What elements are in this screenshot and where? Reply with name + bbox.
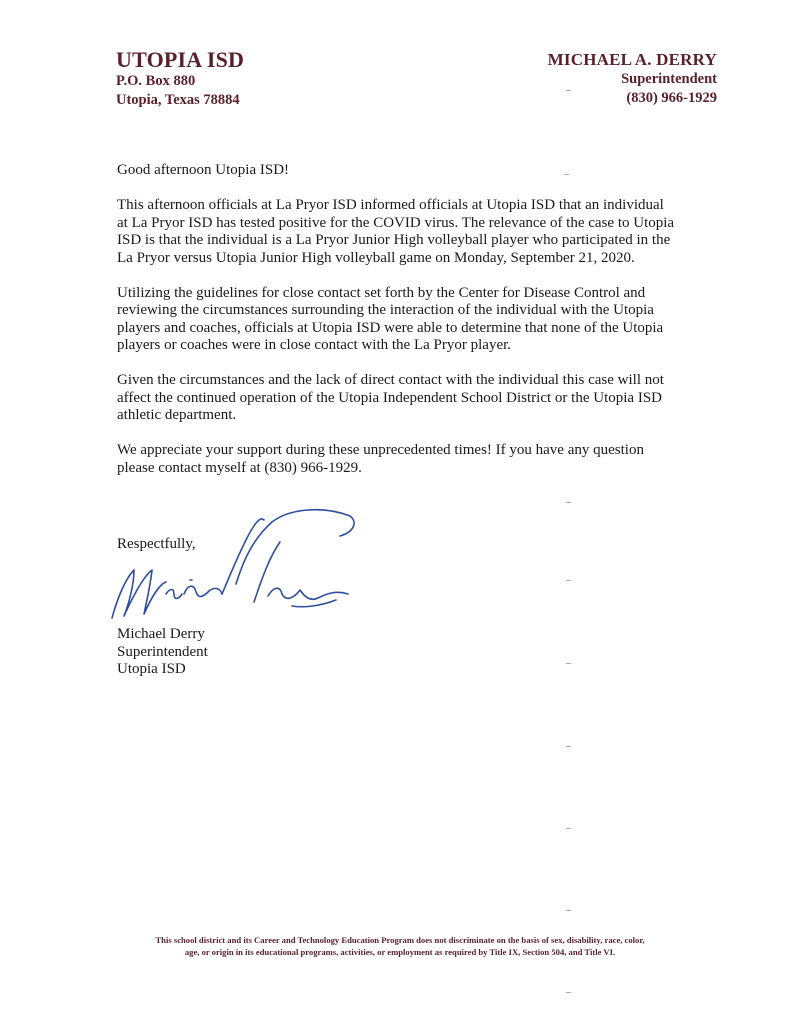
paragraph-2: Utilizing the guidelines for close contact set forth by the Center for Disease Control and reviewing the circumstances surrounding the interaction of the individual with the Utopia players and coaches, officials at Utopia ISD were able to determine that none of the Utopia players or coaches were in close contact with the La Pryor player. <box>117 284 664 353</box>
scan-mark <box>566 663 571 664</box>
superintendent-name: MICHAEL A. DERRY <box>547 50 717 69</box>
letter-body <box>117 162 677 495</box>
closing: Respectfully, <box>117 536 196 552</box>
scan-mark <box>566 746 571 747</box>
org-name: UTOPIA ISD <box>116 47 245 72</box>
scan-mark <box>564 174 569 175</box>
signature-block <box>117 626 208 679</box>
scan-mark <box>566 502 571 503</box>
superintendent-title: Superintendent <box>621 71 717 87</box>
signer-title: Superintendent <box>117 643 208 660</box>
signer-name: Michael Derry <box>117 626 205 642</box>
po-box: P.O. Box 880 <box>116 73 196 89</box>
scan-mark <box>566 828 571 829</box>
scan-mark <box>566 992 571 993</box>
city-state-zip: Utopia, Texas 78884 <box>116 92 240 108</box>
handwritten-signature <box>104 498 364 628</box>
footer-line-1: This school district and its Career and Technology Education Program does not discriminate on the basis of sex, disability, race, color, <box>155 935 645 945</box>
letterhead-left <box>116 48 244 110</box>
letterhead-right <box>548 50 717 108</box>
paragraph-4: We appreciate your support during these unprecedented times! If you have any question please contact myself at (830) 966-1929. <box>117 442 644 476</box>
scan-mark <box>566 910 571 911</box>
scan-mark <box>566 90 571 91</box>
footer-line-2: age, or origin in its educational programs, activities, or employment as required by Title IX, Section 504, and Title VI. <box>184 947 616 957</box>
paragraph-1: This afternoon officials at La Pryor ISD informed officials at Utopia ISD that an individual at La Pryor ISD has tested positive for the COVID virus. The relevance of the case to Utopia ISD is that the individual is a La Pryor Junior High volleyball player who participated in the La Pryor versus Utopia Junior High volleyball game on Monday, September 21, 2020. <box>117 197 675 266</box>
scan-mark <box>566 580 571 581</box>
paragraph-3: Given the circumstances and the lack of direct contact with the individual this case will not affect the continued operation of the Utopia Independent School District or the Utopia ISD athletic department. <box>117 372 664 423</box>
phone-number: (830) 966-1929 <box>626 90 717 106</box>
nondiscrimination-footer <box>100 934 700 958</box>
greeting: Good afternoon Utopia ISD! <box>117 162 290 178</box>
signer-organization: Utopia ISD <box>117 661 186 677</box>
